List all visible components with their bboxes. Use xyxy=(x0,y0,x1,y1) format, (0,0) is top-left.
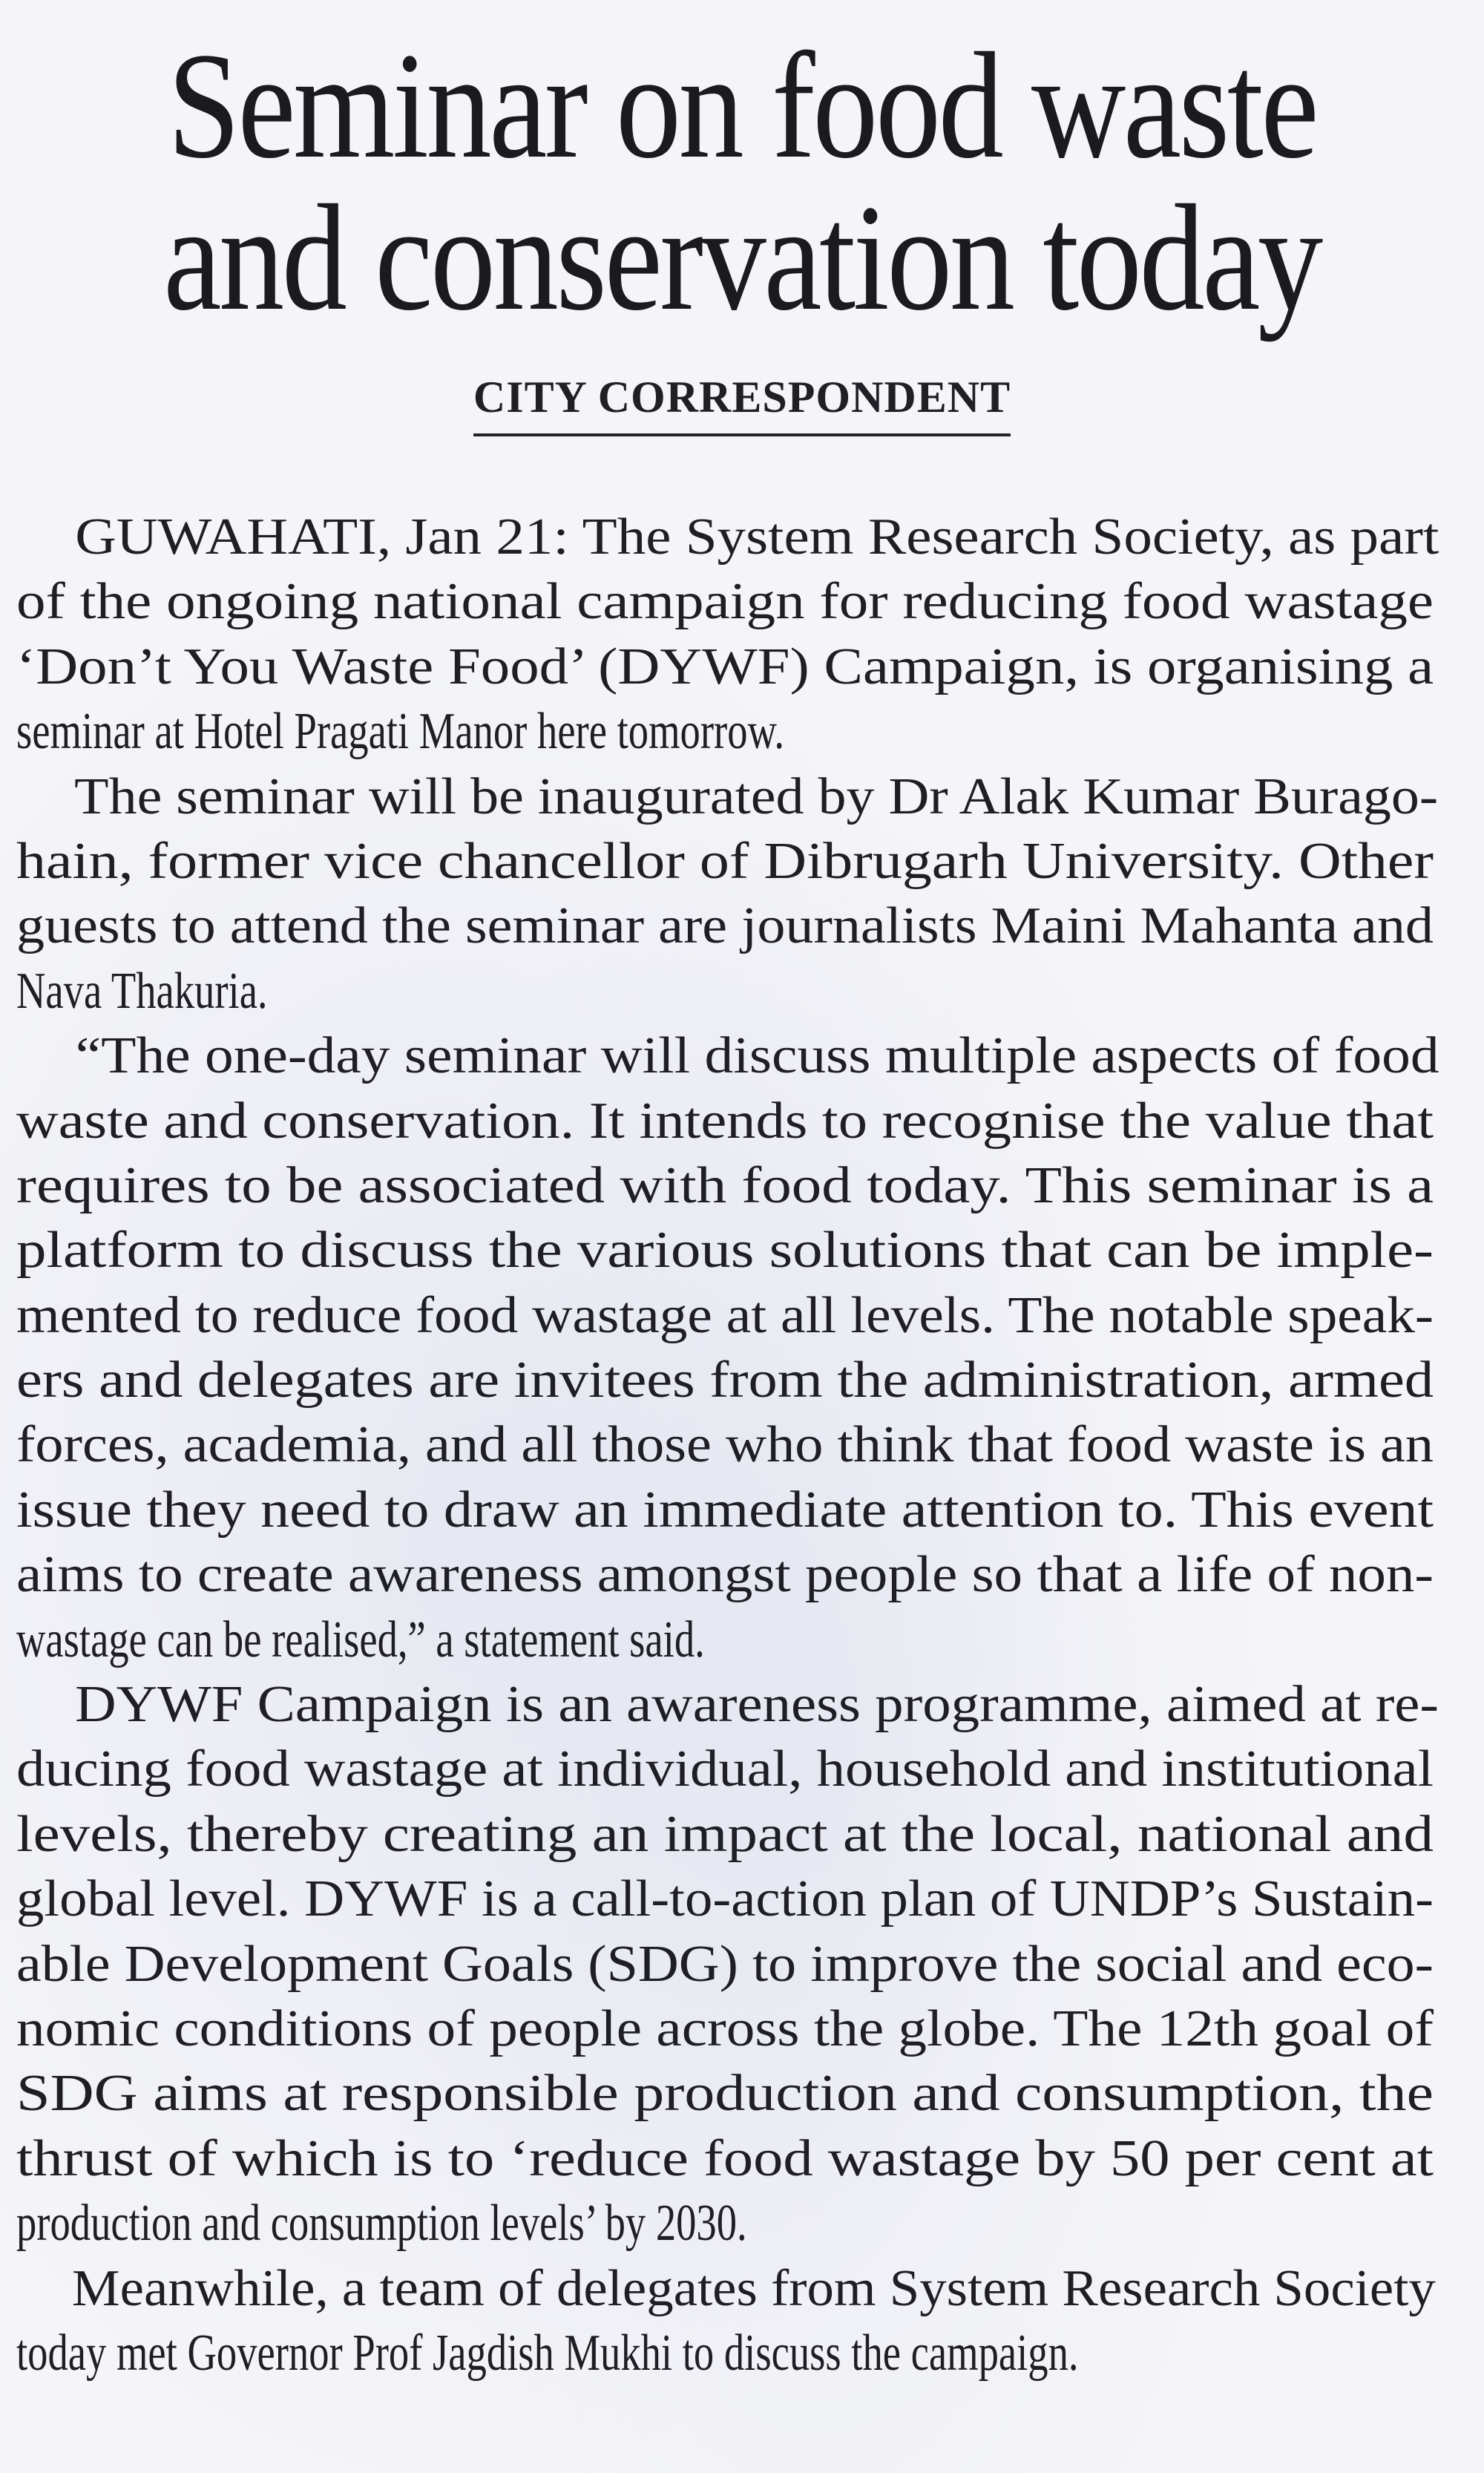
text-line: waste and conservation. It intends to recognise the value that xyxy=(16,1092,1434,1150)
text-line: thrust of which is to ‘reduce food wastage by 50 per cent at xyxy=(16,2129,1434,2187)
text-line: today met Governor Prof Jagdish Mukhi to discuss the campaign. xyxy=(16,2324,1079,2382)
paragraph-3-quote xyxy=(16,1023,1439,1672)
text-line: guests to attend the seminar are journalists Maini Mahanta and xyxy=(16,897,1434,955)
text-line: requires to be associated with food today. This seminar is a xyxy=(16,1156,1434,1214)
text-line: hain, former vice chancellor of Dibrugarh University. Other xyxy=(16,832,1434,890)
headline-line-2: and conservation today xyxy=(163,174,1321,342)
text-line: mented to reduce food wastage at all levels. The notable speak- xyxy=(16,1286,1434,1344)
byline: CITY CORRESPONDENT xyxy=(473,371,1011,436)
text-line: ducing food wastage at individual, household and institutional xyxy=(16,1740,1434,1798)
text-line: levels, thereby creating an impact at the local, national and xyxy=(16,1805,1434,1863)
text-line: nomic conditions of people across the globe. The 12th goal of xyxy=(16,1999,1434,2057)
text-line: global level. DYWF is a call-to-action plan of UNDP’s Sustain- xyxy=(16,1870,1434,1928)
text-line: seminar at Hotel Pragati Manor here tomorrow. xyxy=(16,703,785,761)
text-line: aims to create awareness amongst people so that a life of non- xyxy=(16,1546,1434,1604)
text-line: ‘Don’t You Waste Food’ (DYWF) Campaign, is organising a xyxy=(16,638,1434,695)
text-line: wastage can be realised,” a statement said. xyxy=(16,1611,705,1668)
text-line: production and consumption levels’ by 2030. xyxy=(16,2195,747,2253)
text-line: DYWF Campaign is an awareness programme, aimed at re- xyxy=(75,1676,1439,1734)
paragraph-4 xyxy=(16,1672,1439,2256)
paragraph-2 xyxy=(16,764,1439,1024)
text-line: SDG aims at responsible production and consumption, the xyxy=(16,2065,1434,2123)
byline-container xyxy=(0,371,1484,436)
text-line: The seminar will be inaugurated by Dr Alak Kumar Burago- xyxy=(74,767,1439,825)
headline xyxy=(0,22,1484,342)
headline-line-1: Seminar on food waste xyxy=(167,22,1317,190)
text-line: GUWAHATI, Jan 21: The System Research Society, as part xyxy=(75,508,1439,566)
paragraph-5 xyxy=(16,2256,1434,2386)
article-body xyxy=(16,505,1439,2385)
text-line: ers and delegates are invitees from the administration, armed xyxy=(16,1352,1434,1409)
text-line: able Development Goals (SDG) to improve the social and eco- xyxy=(16,1935,1434,1993)
text-line: Nava Thakuria. xyxy=(16,962,268,1020)
text-line: forces, academia, and all those who think that food waste is an xyxy=(16,1416,1434,1474)
text-line: Meanwhile, a team of delegates from System Research Society xyxy=(71,2259,1436,2317)
text-line: issue they need to draw an immediate attention to. This event xyxy=(16,1481,1434,1539)
text-line: “The one-day seminar will discuss multiple aspects of food xyxy=(75,1027,1439,1085)
text-line: of the ongoing national campaign for reducing food wastage xyxy=(16,573,1434,631)
text-line: platform to discuss the various solutions that can be imple- xyxy=(16,1222,1434,1280)
paragraph-1 xyxy=(16,505,1439,764)
